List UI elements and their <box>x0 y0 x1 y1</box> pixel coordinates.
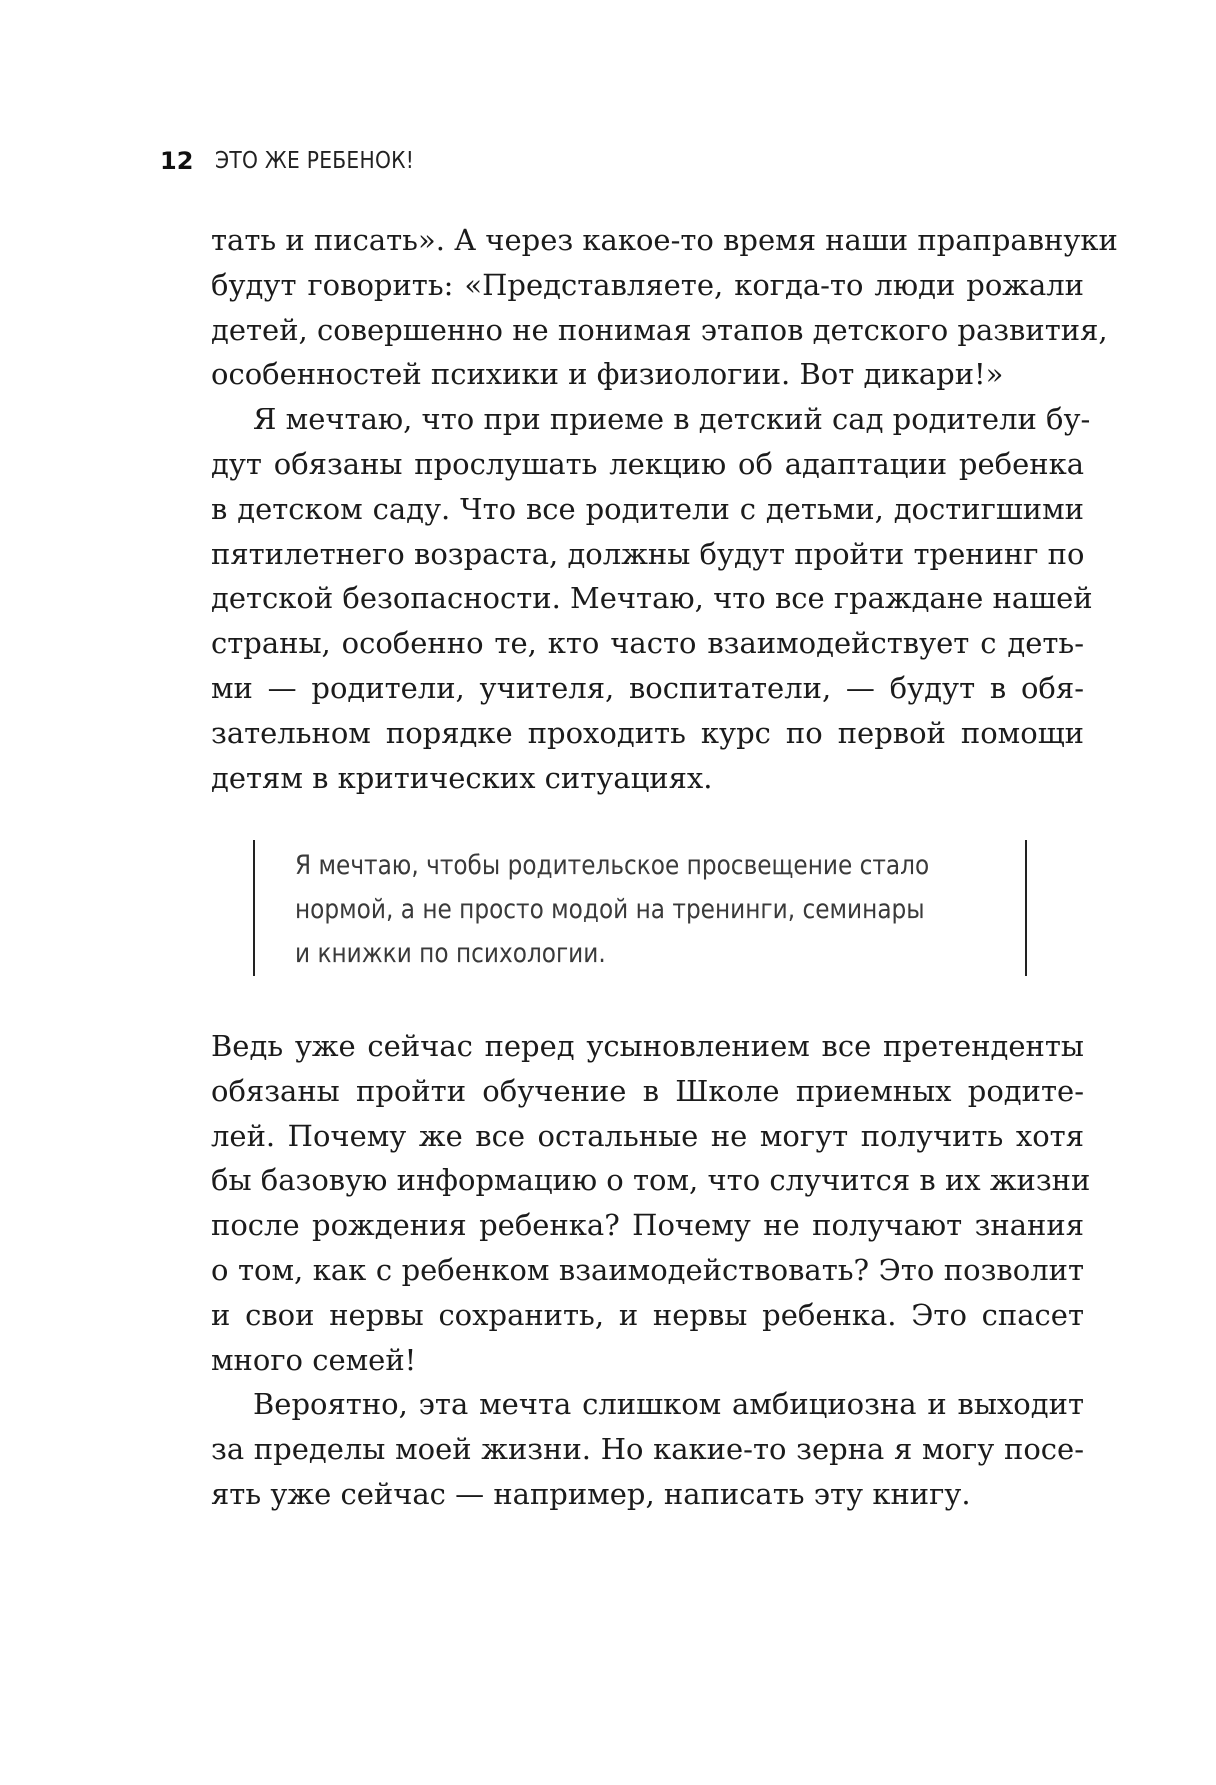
pull-quote-line: и книжки по психологии. <box>295 938 606 969</box>
text-line: дут обязаны прослушать лекцию об адаптации ребенка <box>211 446 1084 481</box>
text-line: о том, как с ребенком взаимодействовать? Это позволит <box>211 1252 1084 1287</box>
text-line: тать и писать». А через какое-то время наши праправнуки <box>211 223 1118 257</box>
text-line: в детском саду. Что все родители с детьми, достигшими <box>211 491 1084 526</box>
book-title: ЭТО ЖЕ РЕБЕНОК! <box>215 148 415 174</box>
pull-quote-line: Я мечтаю, чтобы родительское просвещение стало <box>295 850 930 881</box>
text-line: детской безопасности. Мечтаю, что все граждане нашей <box>211 581 1093 616</box>
text-line: за пределы моей жизни. Но какие-то зерна я могу посе- <box>211 1432 1084 1467</box>
text-line: и свои нервы сохранить, и нервы ребенка. Это спасет <box>211 1297 1084 1332</box>
body-text-block-2 <box>211 1024 1091 1517</box>
pull-quote-text <box>295 844 930 976</box>
text-line: обязаны пройти обучение в Школе приемных родите- <box>211 1073 1084 1108</box>
text-line: Вероятно, эта мечта слишком амбициозна и выходит <box>253 1387 1084 1422</box>
text-line: Я мечтаю, что при приеме в детский сад родители бу- <box>253 402 1091 437</box>
text-line: Ведь уже сейчас перед усыновлением все претенденты <box>211 1029 1084 1063</box>
text-line: будут говорить: «Представляете, когда-то люди рожали <box>211 267 1084 302</box>
pull-quote <box>253 840 1027 976</box>
page-number: 12 <box>160 147 194 175</box>
text-line: ять уже сейчас — например, написать эту книгу. <box>211 1476 971 1511</box>
text-line: страны, особенно те, кто часто взаимодействует с деть- <box>211 626 1084 661</box>
text-line: детей, совершенно не понимая этапов детского развития, <box>211 312 1108 347</box>
text-line: после рождения ребенка? Почему не получают знания <box>211 1208 1084 1243</box>
text-line: зательном порядке проходить курс по первой помощи <box>211 715 1084 750</box>
text-line: ми — родители, учителя, воспитатели, — будут в обя- <box>211 670 1084 705</box>
text-line: детям в критических ситуациях. <box>211 760 713 795</box>
text-line: пятилетнего возраста, должны будут пройти тренинг по <box>211 536 1085 571</box>
text-line: особенностей психики и физиологии. Вот дикари!» <box>211 357 1004 392</box>
text-line: лей. Почему же все остальные не могут получить хотя <box>211 1118 1084 1153</box>
text-line: много семей! <box>211 1342 417 1377</box>
body-text-block-1 <box>211 218 1118 800</box>
text-line: бы базовую информацию о том, что случится в их жизни <box>211 1163 1091 1198</box>
pull-quote-line: нормой, а не просто модой на тренинги, семинары <box>295 894 925 925</box>
running-head <box>160 146 442 176</box>
